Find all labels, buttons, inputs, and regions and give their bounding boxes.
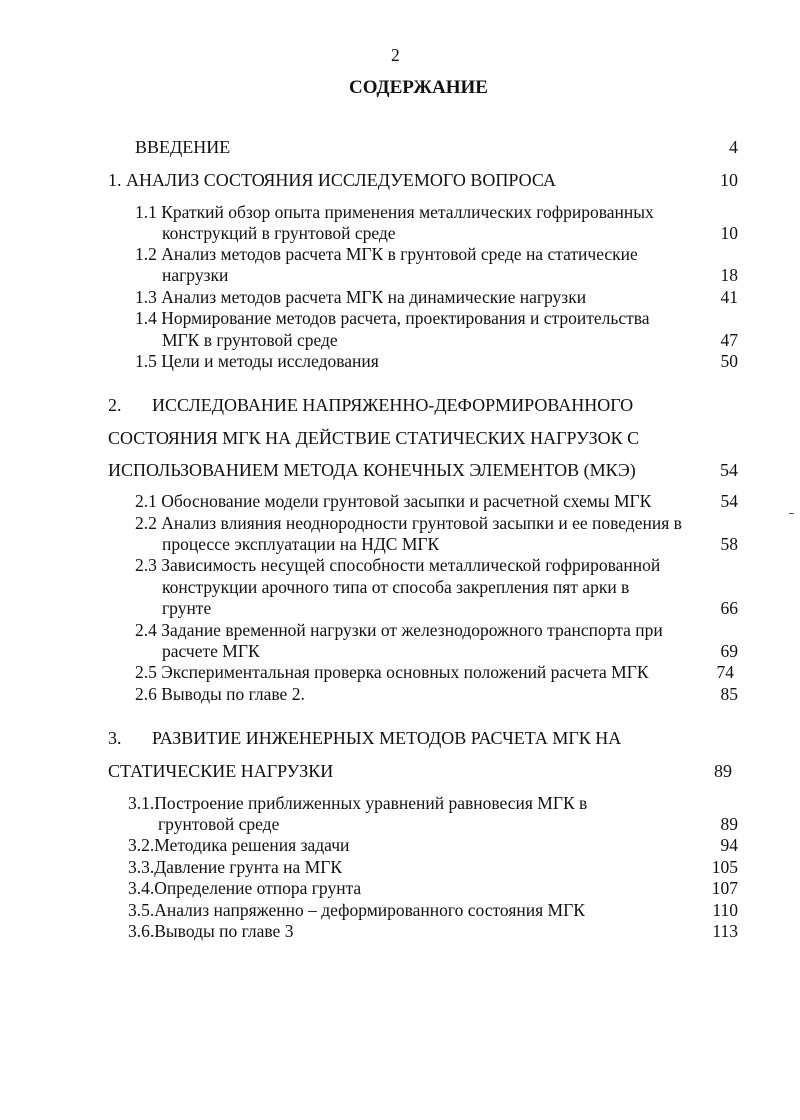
toc-item-2-4[interactable]: 2.4 Задание временной нагрузки от железнодорожного транспорта при [135,620,663,640]
toc-item-1-1[interactable]: 1.1 Краткий обзор опыта применения металлических гофрированных [135,202,654,222]
toc-item-1-4[interactable]: 1.4 Нормирование методов расчета, проектирования и строительства [135,308,650,328]
toc-item-2-6-page[interactable]: 85 [720,684,738,704]
toc-item-3-5-page[interactable]: 110 [712,900,738,920]
toc-item-2-3-page[interactable]: 66 [720,598,738,618]
toc-item-1-1-page[interactable]: 10 [720,223,738,243]
toc-intro-page[interactable]: 4 [729,137,738,157]
toc-item-3-2-page[interactable]: 94 [720,835,738,855]
toc-item-2-1[interactable]: 2.1 Обоснование модели грунтовой засыпки и расчетной схемы МГК [135,491,652,511]
toc-item-1-5-page[interactable]: 50 [720,351,738,371]
toc-chapter-1-heading[interactable]: 1. АНАЛИЗ СОСТОЯНИЯ ИССЛЕДУЕМОГО ВОПРОСА [108,170,556,190]
toc-item-2-2-page[interactable]: 58 [720,534,738,554]
toc-item-3-2[interactable]: 3.2.Методика решения задачи [128,835,350,855]
page-number: 2 [391,45,400,65]
toc-item-1-2-page[interactable]: 18 [720,265,738,285]
toc-item-2-2[interactable]: 2.2 Анализ влияния неоднородности грунтовой засыпки и ее поведения в [135,513,682,533]
toc-chapter-2-page[interactable]: 54 [720,460,738,480]
toc-item-2-5[interactable]: 2.5 Экспериментальная проверка основных положений расчета МГК [135,662,649,682]
page-title: СОДЕРЖАНИЕ [349,77,488,98]
toc-item-2-3-cont1[interactable]: конструкции арочного типа от способа закрепления пят арки в [162,577,630,597]
toc-item-1-2[interactable]: 1.2 Анализ методов расчета МГК в грунтовой среде на статические [135,244,638,264]
toc-item-2-3-cont2[interactable]: грунте [162,598,212,618]
toc-item-1-4-page[interactable]: 47 [720,330,738,350]
toc-item-1-1-cont[interactable]: конструкций в грунтовой среде [162,223,396,243]
toc-chapter-3-page[interactable]: 89 [714,761,732,781]
toc-chapter-3-heading-line1[interactable]: РАЗВИТИЕ ИНЖЕНЕРНЫХ МЕТОДОВ РАСЧЕТА МГК НА [152,728,622,748]
toc-chapter-2-heading-line1[interactable]: ИССЛЕДОВАНИЕ НАПРЯЖЕННО-ДЕФОРМИРОВАННОГО [152,395,634,415]
toc-item-2-2-cont[interactable]: процессе эксплуатации на НДС МГК [162,534,440,554]
toc-item-2-5-page[interactable]: 74 [716,662,734,682]
toc-item-3-5[interactable]: 3.5.Анализ напряженно – деформированного состояния МГК [128,900,585,920]
toc-item-3-1-page[interactable]: 89 [720,814,738,834]
toc-item-3-1-cont[interactable]: грунтовой среде [158,814,280,834]
toc-item-3-3[interactable]: 3.3.Давление грунта на МГК [128,857,343,877]
toc-item-1-5[interactable]: 1.5 Цели и методы исследования [135,351,379,371]
toc-chapter-2-number[interactable]: 2. [108,395,122,415]
toc-item-2-1-page[interactable]: 54 [720,491,738,511]
toc-item-1-3[interactable]: 1.3 Анализ методов расчета МГК на динамические нагрузки [135,287,587,307]
toc-item-2-4-page[interactable]: 69 [720,641,738,661]
toc-item-1-3-page[interactable]: 41 [720,287,738,307]
toc-chapter-2-heading-line2[interactable]: СОСТОЯНИЯ МГК НА ДЕЙСТВИЕ СТАТИЧЕСКИХ НАГРУЗОК С [108,428,640,448]
toc-chapter-2-heading-line3[interactable]: ИСПОЛЬЗОВАНИЕМ МЕТОДА КОНЕЧНЫХ ЭЛЕМЕНТОВ (МКЭ) [108,460,636,480]
toc-item-3-3-page[interactable]: 105 [711,857,738,877]
toc-item-2-6[interactable]: 2.6 Выводы по главе 2. [135,684,305,704]
toc-chapter-1-page[interactable]: 10 [720,170,738,190]
toc-item-1-4-cont[interactable]: МГК в грунтовой среде [162,330,338,350]
toc-item-1-2-cont[interactable]: нагрузки [162,265,229,285]
toc-chapter-3-heading-line2[interactable]: СТАТИЧЕСКИЕ НАГРУЗКИ [108,761,334,781]
toc-item-3-4-page[interactable]: 107 [711,878,738,898]
toc-item-3-6-page[interactable]: 113 [712,921,738,941]
toc-item-3-6[interactable]: 3.6.Выводы по главе 3 [128,921,294,941]
toc-item-3-4[interactable]: 3.4.Определение отпора грунта [128,878,362,898]
toc-intro-label[interactable]: ВВЕДЕНИЕ [135,137,231,157]
toc-chapter-3-number[interactable]: 3. [108,728,122,748]
toc-item-2-4-cont[interactable]: расчете МГК [162,641,260,661]
toc-item-2-3[interactable]: 2.3 Зависимость несущей способности металлической гофрированной [135,555,661,575]
scan-mark [789,513,794,514]
toc-item-3-1[interactable]: 3.1.Построение приближенных уравнений равновесия МГК в [128,793,588,813]
